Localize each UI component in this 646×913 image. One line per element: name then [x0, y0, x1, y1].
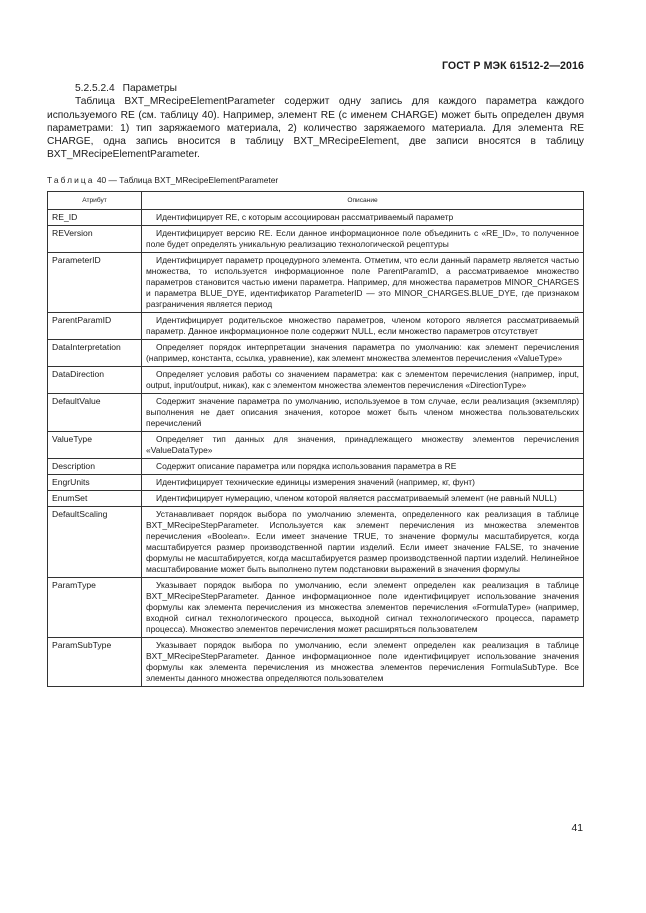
table-caption-label: Таблица: [47, 174, 95, 185]
description-cell: Указывает порядок выбора по умолчанию, если элемент определен как реализация в таблице BXT_MRecipeStepParameter. Данное информационное поле идентифицирует использование значения формулы как элемента перечисления из множества элементов перечисления «FormulaType» (например, входной сигнал технологического процесса, выходной сигнал технологического процесса, параметр процесса). Множество элементов перечисления может расширяться пользователем: [142, 577, 584, 637]
parameter-table: [47, 191, 584, 687]
table-row: [48, 366, 584, 393]
attribute-cell: DefaultValue: [48, 393, 142, 431]
attribute-cell: RE_ID: [48, 209, 142, 225]
table-row: [48, 431, 584, 458]
table-caption-title: — Таблица BXT_MRecipeElementParameter: [108, 174, 279, 185]
attribute-cell: ParentParamID: [48, 312, 142, 339]
table-caption: [47, 175, 584, 186]
table-row: [48, 637, 584, 686]
description-cell: Устанавливает порядок выбора по умолчанию элемента, определенного как реализация в таблице BXT_MRecipeStepParameter. Используется как элемент перечисления из множества элементов перечисления «Boolean». Если имеет значение TRUE, то значение формулы масштабируется, когда масштабируется размер производственной партии изделий. Если имеет значение FALSE, то значение формулы не масштабируется, когда масштабируется размер производственной партии изделий. Нелинейное масштабирование может быть выполнено путем подстановки выражений в значения формулы: [142, 506, 584, 577]
table-row: [48, 393, 584, 431]
attribute-cell: ValueType: [48, 431, 142, 458]
description-cell: Идентифицирует технические единицы измерения значений (например, кг, фунт): [142, 474, 584, 490]
table-row: [48, 577, 584, 637]
table-row: [48, 490, 584, 506]
section-number: 5.2.5.2.4: [75, 83, 115, 94]
section-title: Параметры: [122, 83, 177, 94]
table-body: [48, 209, 584, 686]
table-caption-number: 40: [96, 174, 107, 185]
table-row: [48, 312, 584, 339]
attribute-cell: EngrUnits: [48, 474, 142, 490]
intro-paragraph: Таблица BXT_MRecipeElementParameter содержит одну запись для каждого параметра каждого используемого RE (см. таблицу 40). Например, элемент RE (с именем CHARGE) может быть определен двумя параметрами: 1) тип заряжаемого материала, 2) количество заряжаемого материала. Для элемента RE CHARGE, одна запись вносится в таблицу BXT_MRecipeElement, две записи вносятся в таблицу BXT_MRecipeElementParameter.: [47, 96, 584, 161]
attribute-cell: ParamSubType: [48, 637, 142, 686]
description-cell: Определяет условия работы со значением параметра: как с элементом перечисления (например, input, output, input/output, никак), как с элементом множества элементов перечисления «DirectionType»: [142, 366, 584, 393]
standard-header: ГОСТ Р МЭК 61512-2—2016: [441, 60, 584, 72]
page-number: 41: [571, 823, 583, 834]
attribute-cell: ParameterID: [48, 252, 142, 312]
table-row: [48, 209, 584, 225]
table-row: [48, 506, 584, 577]
attribute-cell: EnumSet: [48, 490, 142, 506]
attribute-cell: REVersion: [48, 225, 142, 252]
description-cell: Содержит описание параметра или порядка использования параметра в RE: [142, 458, 584, 474]
attribute-cell: DataInterpretation: [48, 339, 142, 366]
description-cell: Определяет порядок интерпретации значения параметра по умолчанию: как элемент перечисления (например, константа, ссылка, уравнение), как элемент множества элементов перечисления «ValueType»: [142, 339, 584, 366]
description-cell: Идентифицирует родительское множество параметров, членом которого является рассматриваемый параметр. Данное информационное поле содержит NULL, если множество параметров отсутствует: [142, 312, 584, 339]
table-row: [48, 458, 584, 474]
description-cell: Определяет тип данных для значения, принадлежащего множеству элементов перечисления «ValueDataType»: [142, 431, 584, 458]
table-row: [48, 339, 584, 366]
column-header-description: Описание: [142, 191, 584, 209]
table-row: [48, 252, 584, 312]
table-row: [48, 474, 584, 490]
attribute-cell: ParamType: [48, 577, 142, 637]
description-cell: Содержит значение параметра по умолчанию, используемое в том случае, если реализация (экземпляр) выполнения не дает описания значения, которое может быть членом множества пользовательских перечислений: [142, 393, 584, 431]
attribute-cell: DefaultScaling: [48, 506, 142, 577]
section-heading: [75, 82, 584, 95]
description-cell: Указывает порядок выбора по умолчанию, если элемент определен как реализация в таблице BXT_MRecipeStepParameter. Данное информационное поле идентифицирует использование значения формулы как элемента перечисления из множества элементов перечисления FormulaSubType. Все элементы данного множества определяются пользователем: [142, 637, 584, 686]
attribute-cell: DataDirection: [48, 366, 142, 393]
attribute-cell: Description: [48, 458, 142, 474]
description-cell: Идентифицирует версию RE. Если данное информационное поле объединить с «RE_ID», то полученное поле будет определять уникальную реализацию технологической рецептуры: [142, 225, 584, 252]
table-header-row: [48, 191, 584, 209]
description-cell: Идентифицирует RE, с которым ассоциирован рассматриваемый параметр: [142, 209, 584, 225]
table-row: [48, 225, 584, 252]
description-cell: Идентифицирует нумерацию, членом которой является рассматриваемый элемент (не равный NULL): [142, 490, 584, 506]
column-header-attribute: Атрибут: [48, 191, 142, 209]
page-content: [47, 82, 584, 687]
description-cell: Идентифицирует параметр процедурного элемента. Отметим, что если данный параметр является частью множества, то используется информационное поле ParentParamID, а рассматриваемое множество параметров становится частью имени параметра. Например, для множества параметров MINOR_CHARGES и параметра BLUE_DYE, идентификатор ParameterID — это MINOR_CHARGES.BLUE_DYE, где признаком разграничения является период: [142, 252, 584, 312]
